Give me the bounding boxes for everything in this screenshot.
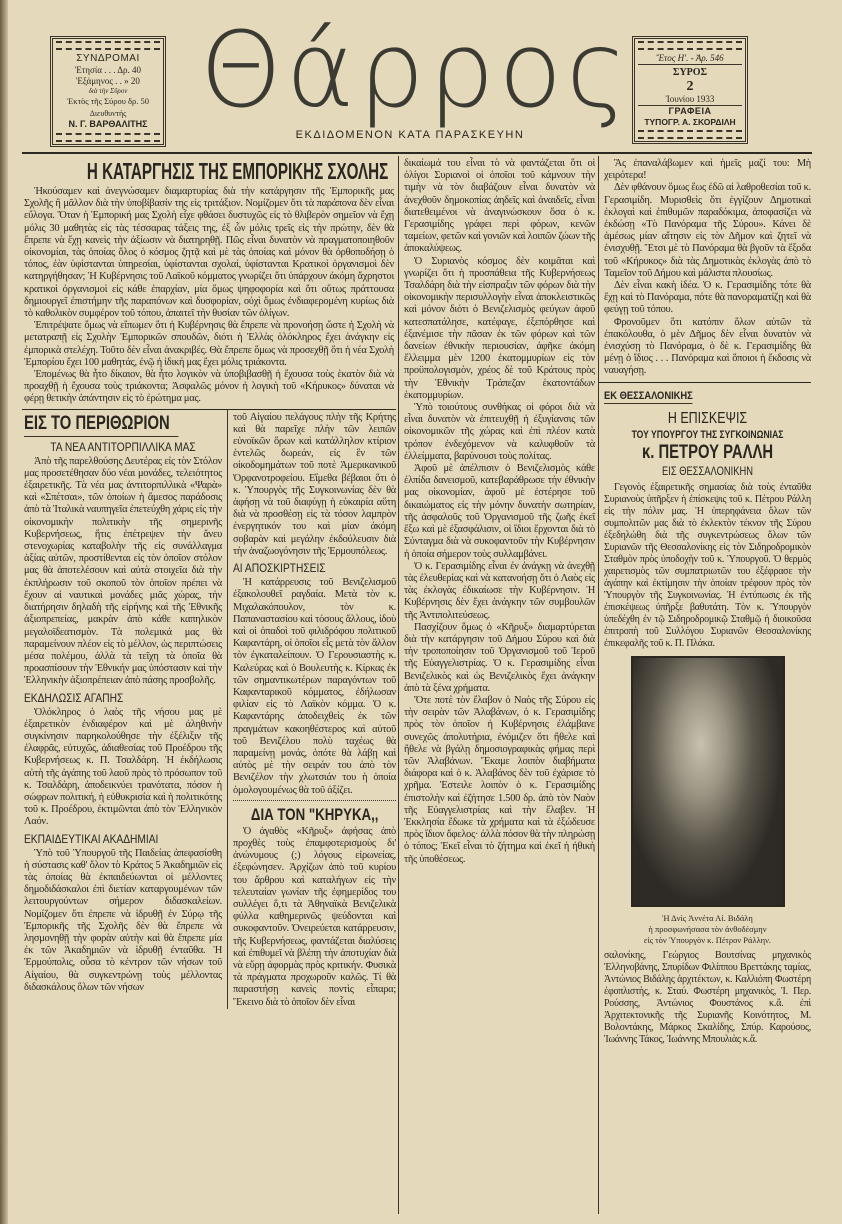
paragraph: Ὑπὸ τοιούτους συνθήκας οἱ φόροι διὰ νὰ εἶναι δυνατὸν νὰ ἐπιτευχθῇ ἡ ἐξυγίανσις τῶν οἰκονομικῶν τῆς χώρας καὶ ἐπὶ πλέον κατὰ τρόπον ἐνδεχόμενον νὰ καλυφθοῦν τὰ ἐλλείμματα, βαρύνουσι τοὺς πολίτας. [404,402,595,462]
caption-line: ἡ προσφωνήσασα τὸν ἀνθοδέσμην [648,923,767,934]
subscription-annual: Ἐτησία . . . Δρ. 40 [74,65,142,75]
visit-after-text: σαλονίκης, Γεώργιος Βουτσίνας μηχανικὸς Ἐλληνοβάνης, Σπυρίδων Φιλίππου Βρεττάκης ταμίας, Ἀντώνιος Βιδάλης ἀρχιτέκτων, κ. Καλλιόπη Φωστέρη ἐφοπλιστὴς, κ. Σταύ. Φωστέρη μηχανικὸς, Ἰ. Περ. Ρούσσης, Ἀντώνιος Φουστάνος κ.ἄ. ἐπὶ Ἀρχιτεκτονικῆς τῆς Συριανῆς Κοινότητος, Μ. Βολοντάκης, Μάρκος Σκαλίδης, Σπύρ. Καρούσος, Ἰωάννης Τάκος, Ἰωάννης Μπουλιὰς κ.ἄ. [604,949,811,1045]
lead-paragraph: Ἠκούσαμεν καὶ ἀνεγνώσαμεν διαμαρτυρίας διὰ τὴν κατάργησιν τῆς Ἐμπορικῆς μας Σχολῆς ἢ μᾶλλον διὰ τὴν ὑποβίβασίν της εἰς τριτάξιον. Νομίζομεν ὅτι τὰ παράπονα δὲν εἶναι εὔλογα. Ὅταν ἡ Ἐμπορική μας Σχολὴ εἶχε φθάσει δυστυχῶς εἰς τὸ θλιβερὸν σημεῖον νὰ ἔχῃ μόλις 30 μαθητὰς εἰς τὰς τέσσαρας τάξεις της, ἐξ ὧν μόλις τρεῖς εἰς τὴν πρώτην, δὲν θὰ ἔπρεπε νὰ ἔχῃ κανεὶς τὴν ἀξίωσιν νὰ διατηρηθῇ. Πῶς εἶναι δυνατὸν νὰ πραγματοποιηθοῦν οἰκονομίαι, τὰς ὁποίας ὅλος ὁ κόσμος ζητᾷ καὶ μὲ τὰς ὁποίας καὶ μόνον θὰ ὀρθοποδήσῃ ὁ τόπος, ἐὰν ὑφίστανται ὑπηρεσίαι, ὑφίστανται σχολαί, ὑφίστανται Κρατικοὶ ὀργανισμοὶ δὲν κατηργήθησαν; Ἡ Κυβέρνησις τοῦ Λαϊκοῦ κόμματος γνωρίζει ὅτι ὑπάρχουν ἀκόμη ἄχρηστοι κρατικοὶ ὀργανισμοὶ εἰς κάθε ἐπαρχίαν, μία ὅμως ψηφοφορία καὶ ὅτι οὕτως πράττουσα δημιουργεῖ ἐπιστήμην τῆς παραπόνων καὶ δυσφορίαν, οὐχὶ ὅμως ἐνδιαφερομένη κυρίως διὰ τὸ καθολικὸν συμφέρον τοῦ τόπου, ἀπαιτεῖ τὴν θυσίαν τῶν ὀλίγων. [24,186,394,320]
column-four [598,156,811,1214]
photo-caption [604,913,811,946]
item-heading: ΕΚΠΑΙΔΕΥΤΙΚΑΙ ΑΚΑΔΗΜΙΑΙ [24,831,159,846]
item-text: Ἀπὸ τῆς παρελθούσης Δευτέρας εἰς τὸν Στόλον μας προσετέθησαν δύο νέαι μονάδες, τελειότητος ἐξαιρετικῆς. Τὰ νέα μας ἀντιτορπιλλικὰ «Ψαρὰ» καὶ «Σπέτσαι», τῶν ὁποίων ἡ ἄμεσος παράδοσις ἀπὸ τὰ Ἰταλικὰ ναυπηγεῖα ἐπετεύχθη χάρις εἰς τὴν οἰκονομικὴν πολιτικὴν τῆς σημερινῆς Κυβερνήσεως, ἥτις ἐπέτρεψεν τὴν ἄνευ στενοχωρίας καταβολὴν τῆς εἰς συνάλλαγμα ἀξίας αὐτῶν, προστίθενται εἰς τὸν ὁποῖον στόλον μας θὰ ἀποτελέσουν καὶ αὐτὰ στοιχεῖα διὰ τὴν ἐκπλήρωσιν τοῦ σκοποῦ τὸν ὁποῖον πρέπει νὰ ἔχουν αἱ ναυτικαὶ μονάδες μιᾶς χώρας, τὴν διατήρησιν δηλαδὴ τῆς εἰρήνης καὶ τῆς Ἐθνικῆς ἀξιοπρεπείας, μακρὰν ἀπὸ κάθε καπηλικὸν μεγαλοϊδεατισμὸν. Τὰ πολεμικά μας θὰ παραμείνουν πλέον εἰς τὸ μέλλον, ὡς περιπτώσεις μέσα πολέμου, ἀλλὰ τὰ τεῖχη τὰ ὁποῖα θὰ προασπίσουν τὴν Ἐθνικήν μας ὑπόστασιν καὶ τὴν Ἑλληνικὴν ἀξιοπρέπειαν ἀπὸ πάσης προσβολῆς. [24,455,222,687]
newspaper-title: Θάρρος [200,9,632,131]
ornament [56,133,160,142]
defections-text: Ἡ κατάρρευσις τοῦ Βενιζελισμοῦ ἐξακολουθεῖ ραγδαία. Μετὰ τὸν κ. Μιχαλακόπουλον, τὸν κ. Παπαναστασίου καὶ τόσους ἄλλους, ἰδοὺ καὶ οἱ ὀπαδοὶ τοῦ φιλιδρόφου πολιτικοῦ Καφαντάρη, οἱ ὁποῖοι εἷς μετὰ τὸν ἄλλον τὸν ἐγκαταλείπουν. Ὁ Γερουσιαστὴς κ. Καλεύρας καὶ ὁ Βουλευτὴς κ. Κίρκας ἐκ τῶν σημαντικωτέρων παραγόντων τοῦ Καφανταρικοῦ κόμματος, ἐδήλωσαν φιλίαν εἰς τὸ Λαϊκὸν κόμμα. Ὁ κ. Καφαντάρης ἀποδειχθεὶς ἐκ τῶν πραγμάτων κακοηθέστερος καὶ αὐτοῦ τοῦ Βενιζέλου πολὺ ταχέως θὰ παραμείνῃ μονάς, ὁπότε θὰ λάβῃ καὶ αὐτὸς μὲ τὴν σειράν του ἀπὸ τὸν Βενιζέλον τὴν χλωτσιάν του ἡ ὁποία ὁμολογουμένως θὰ τοῦ ἀξίζει. [233,577,396,796]
subscription-abroad: Ἐκτὸς τῆς Σύρου δρ. 50 [66,96,150,106]
visit-text: Γεγονὸς ἐξαιρετικῆς σημασίας διὰ τοὺς ἐνταῦθα Συριανοὺς ὑπῆρξεν ἡ ἐπίσκεψις τοῦ κ. Πέτρου Ράλλη εἰς τὴν πόλιν μας. Ἡ ὑπερηφάνεια ὅλων τῶν συμπολιτῶν μας διὰ τὸ ἐκλεκτὸν τέκνον τῆς Σύρου ἐξεδηλώθη διὰ τῆς συγκεντρώσεως ὅλων τῶν Συριανῶν τῆς Θεσσαλονίκης εἰς τὸν Σιδηροδρομικὸν Σταθμὸν πρὸς ὑποδοχὴν τοῦ κ. Ὑπουργοῦ. Ὁ θερμὸς χαιρετισμὸς τῶν συμπατριωτῶν του ἐξέφρασε τὴν ἀγάπην καὶ ἐκτίμησιν τὴν ὁποίαν τρέφουν πρὸς τὸν Ὑπουργὸν τῆς Συγκοινωνίας. Ἡ ἐντύπωσις ἐκ τῆς ἐπισκέψεως ὑπῆρξε βαθυτάτη. Τὸν κ. Ὑπουργὸν ὑπεδέχθη ἐν τῷ Σιδηροδρομικῷ Σταθμῷ ἡ διοικοῦσα ἐπιτροπὴ τοῦ Συλλόγου Συριανῶν Θεσσαλονίκης ἐπικεφαλῆς τοῦ κ. Π. Πλάκα. [604,481,811,649]
kiryka-text: Ὁ ἀγαθὸς «Κῆρυξ» ἀφήσας ἀπὸ προχθὲς τοὺς ἐπαμφοτερισμοὺς δι' ἀνώνυμους (;) λόγους εἰρωνείας, ἐξεφώνησεν. Ἀρχίζων ἀπὸ τοῦ κυρίου του ἄρθρου καὶ καταλήγων εἰς τὴν τελευταίαν γωνίαν τῆς ἐφημερίδος του συλλέγει ὅ,τι τὰ Ἀθηναϊκὰ Βενιζελικὰ φύλλα καθημερινῶς ψεύδονται καὶ συκοφαντοῦν. Ὀνειρεύεται κατάρρευσιν, τῆς Κυβερνήσεως, φαντάζεται διαλύσεις καὶ ἐπιθυμεῖ νὰ βλέπῃ τὴν ἀποτυχίαν διὰ νὰ εὕρῃ ἀφορμὰς πρὸς κριτικήν. Φυσικὰ τὰ πράγματα προχωροῦν καλῶς. Τί θὰ παραστήσῃ κανεὶς ποντὶς εἶπαρα; Ἔκεινο διὰ τὸ ὁποῖον δὲν εἶναι [233,825,396,1008]
column-three [398,156,599,1214]
issue-place: ΣΥΡΟΣ [672,67,708,78]
item-text: Ὑπὸ τοῦ Ὑπουργοῦ τῆς Παιδείας ἀπεφασίσθη ἡ σύστασις καθ' ὅλον τὸ Κράτος 5 Ἀκαδημιῶν εἰς τὰς ὁποίας θὰ ἐκπαιδεύωνται οἱ μέλλοντες δημοδιδάσκαλοι ἐπὶ διετίαν καταργουμένων τῶν λειτουργούντων σήμερον διδασκαλείων. Νομίζομεν ὅτι ἐπρεπε νὰ ἱδρυθῇ ἐν Σύρῳ τῆς Ἐμπορικῆς τῆς Σχολῆς δὲν θὰ ἔπρεπε νὰ λησμονηθῇ τὴν φορὰν αὐτὴν καὶ θὰ ἔπρεπε μία ἐκ τῶν Ἀκαδημιῶν νὰ ἱδρυθῇ ἐνταῦθα. Ἡ Ἑρμούπολις, οὖσα τὸ κέντρον τῶν νήσων τοῦ Αἰγαίου, θὰ συγκεντρώνῃ τοὺς μέλλοντας διδασκάλους ὅλων τῶν νήσων [24,847,222,993]
paragraph: Ὅτε ποτὲ τὸν ἔλαβον ὁ Ναὸς τῆς Σύρου εἰς τὴν σειρὰν τῶν Ἀλαβάνων, ὁ κ. Γερασιμίδης πρὸς τὸν ὁποῖον ἡ Κυβέρνησις ἐλάμβανε συνεχῶς ἀπολυτήρια, ἐνόμιζεν ὅτι ἤθελε καὶ ἤθελε νὰ βγάλῃ δημοσιογραφικὰς φήμας περὶ τῶν Ἀλαβάνων. Ἔκαμε λοιπὸν διαβήματα διάφορα καὶ ὁ κ. Ἀλαβάνος δὲν τοῦ ἐχάρισε τὸ χρῆμα. Ἐστειλε λοιπὸν ὁ κ. Γερασιμίδης ἐπιστολὴν καὶ ἐζήτησε 1.500 δρ. ἀπὸ τὸν Ναὸν τῆς Εὐαγγελιστρίας καὶ τὴν ἔλαβεν. Ἡ Ἐκκλησία ἔδωκε τὰ χρήματα καὶ τὰ ἐξώδευσε πρὸς ἴδιον ὄφελος· ἀλλὰ πόσον θὰ τὴν πληρώσῃ ὁ τόπος; Ἐκεῖ εἶναι τὸ ζήτημα καὶ ἐκεῖ ἡ ἠθικὴ τῆς ὑποθέσεως. [404,694,595,865]
newspaper-subtitle: ΕΚΔΙΔΟΜΕΝΟΝ ΚΑΤΑ ΠΑΡΑΣΚΕΥΗΝ [295,129,525,141]
subscription-semiannual: Ἑξάμηνος . . » 20 [76,76,140,86]
item-heading: ΕΚΔΗΛΩΣΙΣ ΑΓΑΠΗΣ [24,690,124,705]
visit-headline: Η ΕΠΙΣΚΕΨΙΣ [667,409,748,427]
paragraph: Ἀφοῦ μὲ ἀπέλπισιν ὁ Βενιζελισμὸς κάθε ἐλπίδα δανεισμοῦ, κατεβαράθρωσε τὴν ἐθνικὴν μας οἰκονομίαν, ἀφοῦ μὲ ἐστέρησε τοῦ δικαιώματος εἰς τὴν μόνην δυνατὴν σωτηρίαν, τῆς ἀσφαλοῦς τοῦ Ὀργανισμοῦ τῆς ζωῆς ἐκεῖ ἔξω καὶ μὲ ἐξασφάλισιν, οἱ ἴδιοι ἔρχονται διὰ τὸ Σύνταγμα διὰ νὰ συκοφαντοῦν τὴν Κυβέρνησιν ἡ ὁποία σήμερον τοὺς συλλαμβάνει. [404,463,595,560]
section-heading: ΕΚ ΘΕΣΣΑΛΟΝΙΚΗΣ [604,389,693,402]
caption-line: εἰς τὸν Ὑπουργὸν κ. Πέτρον Ράλλην. [643,934,772,945]
divider [233,800,396,801]
paragraph: Ἂς ἐπαναλάβωμεν καὶ ἡμεῖς μαζί του: Μὴ χειρότερα! [604,158,811,182]
visit-place: ΕΙΣ ΘΕΣΣΑΛΟΝΙΚΗΝ [661,463,754,478]
issue-day: 2 [686,79,694,94]
visit-subheadline: ΤΟΥ ΥΠΟΥΡΓΟΥ ΤΗΣ ΣΥΓΚΟΙΝΩΝΙΑΣ [631,428,784,441]
defections-heading: ΑΙ ΑΠΟΣΚΙΡΤΗΣΕΙΣ [233,561,326,576]
paragraph: δικαίωμά του εἶναι τὸ νὰ φαντάζεται ὅτι οἱ ὀλίγοι Συριανοὶ οἱ ὁποῖοι τοῦ κάμνουν τὴν τιμὴν νὰ τὸν διαβάζουν εἶναι δυνατὸν νὰ ἀνεχθοῦν δημοκοπίας ἀηδεῖς καὶ ἀναιδεῖς, εἶναι διατεθειμένοι νὰ ἀναγινώσκουν ὅσα ὁ κ. Γερασιμίδης γράφει περὶ φόρων, κενῶν ταμείων, φετῶν καὶ γονιῶν καὶ λοιπῶν ζώων τῆς ἀποκαλύψεως. [404,158,595,255]
portrait-photo [631,656,785,907]
visit-continuation [604,950,811,1046]
subscription-note: διὰ τὴν Σῦρον [88,87,128,95]
issue-number: Ἔτος Η'. - Ἀρ. 546 [638,53,742,65]
paragraph: Ὁ κ. Γερασιμίδης εἶναι ἐν ἀνάγκῃ νὰ ἀνεχθῇ τὰς ἐλευθερίας καὶ νὰ κατανοήσῃ ὅτι ὁ Λαὸς εἰς τὰς ἐκλογὰς ἐδικαίωσε τὴν Κυβέρνησιν. Ἡ Κυβέρνησις δὲν ἔχει ἀνάγκην τῶν συμβουλῶν τῆς Ἀντιπολιτεύσεως. [404,560,595,621]
periphery-section-heading: ΕΙΣ ΤΟ ΠΕΡΙΘΩΡΙΟΝ [24,412,178,437]
lead-article [22,156,396,409]
lead-paragraph: Ἐπομένως θὰ ἦτο δίκαιον, θὰ ἦτο λογικὸν νὰ ὑποβιβασθῇ ἡ ἔχουσα τοὺς ἑκατὸν διὰ νὰ προαχθῇ ἡ ἔχουσα τοὺς τριάκοντα; Ἀσφαλῶς μόνον ἡ λογικὴ τοῦ «Κήρυκος» δύναται νὰ φέρῃ θετικὴν ἀπάντησιν εἰς τὸ ἐρώτημα μας. [24,369,394,405]
issue-box [632,36,748,144]
column-four-top [604,158,811,378]
director-label: Διευθυντής [89,109,127,118]
offices-name: ΤΥΠΟΓΡ. Α. ΣΚΟΡΔΙΛΗ [644,117,736,127]
ornament [56,41,160,50]
left-block [22,156,396,1009]
item-text: Ὁλόκληρος ὁ λαὸς τῆς νήσου μας μὲ ἐξαιρετικὸν ἐνδιαφέρον καὶ μὲ ἀληθινὴν συγκίνησιν παρηκολούθησε τὴν ἐξέλιξιν τῆς ἐλαφρᾶς, εὐτυχῶς, ἀδιαθεσίας τοῦ Προέδρου τῆς Κυβερνήσεως κ. Π. Τσαλδάρη. Ἡ ἐκδήλωσις αὐτὴ τῆς ἀγάπης τοῦ λαοῦ πρὸς τὸ πρόσωπον τοῦ κ. Τσαλδάρη, ἀποδεικνύει τρανότατα, πόσον ἡ σώφρων πολιτική, ἡ εὐθυκρισία καὶ ἡ πολιτικότης τοῦ κ. Προέδρου, ἐκτιμῶνται ἀπὸ τὸν Ἑλληνικὸν Λαόν. [24,706,222,828]
lower-columns [22,410,396,1009]
periphery-column [22,410,227,994]
continuation-text: τοῦ Αἰγαίου πελάγους πλὴν τῆς Κρήτης καὶ θὰ παρεῖχε πλὴν τῶν λειπῶν εὐνοϊκῶν ὅρων καὶ κατάλληλον κτίριον ἐντελῶς δωρεάν, εἰς ἓν τῶν οἰκοδομημάτων τοῦ ποτὲ Ἀμερικανικοῦ Ὀρφανοτροφείου. Εἴμεθα βέβαιοι ὅτι ὁ κ. Ὑπουργὸς τῆς Συγκοινωνίας δὲν θὰ ἀφήσῃ νὰ τοῦ διαφύγῃ ἡ εὐκαιρία αὕτη διὰ νὰ προσθέσῃ εἰς τὰ τόσον λαμπρὸν ἐνεργητικόν του καὶ μίαν ἀκόμη σοβαρὰν καὶ μεγάλην ἐκδούλευσιν διὰ τὴν ἀναζωογόνησιν τῆς Ἑρμουπόλεως. [233,411,396,557]
paragraph: Πασχίζουν ὅμως ὁ «Κῆρυξ» διαμαρτύρεται διὰ τὴν κατάργησιν τοῦ Δήμου Σύρου καὶ διὰ τὴν τροποποίησιν τοῦ Ὀργανισμοῦ τοῦ Ἱεροῦ τῆς Εὐαγγελιστρίας. Ὁ κ. Γερασιμίδης εἶναι Βενιζελικὸς καὶ ὡς Βενιζελικὸς ἔχει ἀνάγκην ἀπὸ τὰ ξένα χρήματα. [404,621,595,694]
paragraph: Δὲν φθάνουν ὅμως ἕως ἐδῶ αἱ λαθροθεσίαι τοῦ κ. Γερασιμίδη. Μυρισθεὶς ὅτι ἐγγίζουν Δημοτικαὶ ἐκλογαὶ καὶ ἐπιθυμῶν παραδόκιμα, ἀποφασίζει νὰ ἐκδώσῃ «Τὸ Πανόραμα τῆς Σύρου». Κάνει δὲ ἀμέσως μίαν αἴτησιν εἰς τὸν Δῆμον καὶ ζητεῖ νὰ ἐνισχυθῇ. Ἔτσι μὲ τὸ Πανόραμα θὰ βγοῦν τὰ ἔξοδα τοῦ «Κήρυκος» διὰ τὰς Δημοτικὰς ἐκλογὰς ἀπὸ τὸ Ταμεῖον τοῦ Δήμου καὶ μάλιστα πλουσίως. [604,182,811,279]
page-edge [0,0,8,1224]
ornament [638,130,742,139]
lead-headline: Η ΚΑΤΑΡΓΗΣΙΣ ΤΗΣ ΕΜΠΟΡΙΚΗΣ ΣΧΟΛΗΣ [86,158,389,184]
visit-name: κ. ΠΕΤΡΟΥ ΡΑΛΛΗ [641,441,774,463]
director-name: Ν. Γ. ΒΑΡΘΑΛΙΤΗΣ [68,119,148,129]
paragraph: Δὲν εἶναι κακὴ ἰδέα. Ὁ κ. Γερασιμίδης τότε θὰ ἔχῃ καὶ τὸ Πανόραμα, πότε θὰ πανοραματίζῃ καὶ θὰ φεύγῃ τοῦ τόπου. [604,280,811,316]
item-heading: ΤΑ ΝΕΑ ΑΝΤΙΤΟΡΠΙΛΛΙΚΑ ΜΑΣ [50,439,196,454]
thessaloniki-article [604,386,811,650]
kiryka-headline: ΔΙΑ ΤΟΝ "ΚΗΡΥΚΑ,, [250,804,379,824]
paragraph: Φρονοῦμεν ὅτι κατόπιν ὅλων αὐτῶν τὰ ἐπακόλουθα, ὁ μὲν Δῆμος δὲν εἶναι δυνατὸν νὰ ἐνισχύσῃ τὸ Πανόραμα, ὁ δὲ κ. Γερασιμίδης θὰ μένῃ ὁ ἴδιος . . . Πανόραμα καὶ ὅποιοι ἡ ἔκδοσις νὰ ναυαγήσῃ. [604,316,811,377]
subscriptions-heading: ΣΥΝΔΡΟΜΑΙ [76,53,140,64]
column-two [227,410,396,1009]
section-rule [599,382,811,383]
subscriptions-box [50,36,166,147]
caption-line: Ἡ Δνὶς Ἀννέτα Αἰ. Βιδάλη [662,912,753,923]
paragraph: Ὁ Συριανὸς κόσμος δὲν κοιμᾶται καὶ γνωρίζει ὅτι ἡ προσπάθεια τῆς Κυβερνήσεως Τσαλδάρη διὰ τὴν εἰσπραξιν τῶν φόρων διὰ τὴν οἰκονομικὴν περισυλλογὴν εἶναι ἀποκλειστικῶς καὶ μόνον διότι ὁ Βενιζελισμὸς φεύγων ἀφοῦ κατεσπατάλησε, κατέφαγε, ἐξεπόρθησε καὶ ἐξανέμισε τὴν πᾶσαν ἐκ τῶν φόρων καὶ τῶν δανείων ἐθνικὴν περιουσίαν, ἀφῆκε ἀκόμη ἔλλειμμα μὲν 1200 ἑκατομμυρίων εἰς τὸν προϋπολογισμὸν, χρέος δὲ τοῦ Κράτους πρὸς τὴν Ἐθνικὴν Τράπεζαν ἑκατοντάδων ἑκατομμυρίων. [404,255,595,401]
lead-paragraph: Ἐπιτρέψατε ὅμως νὰ εἴπωμεν ὅτι ἡ Κυβέρνησις θὰ ἔπρεπε νὰ προνοήσῃ ὥστε ἡ Σχολὴ νὰ μετατραπῇ εἰς Σχολὴν Ἐμπορικῶν σπουδῶν, διότι ἡ Ἑλλὰς ὁλόκληρος ἔχει ἀνάγκην εἰς ἐμπορικὰ στελέχη. Τοῦτο δὲν εἶναι ἀνακριβές. Θὰ ἔπρεπε ὅμως νὰ προσεχθῇ ὅτι ἡ νέα Σχολὴ Ἐμπορίου ἔχει 100 μαθητάς, ἐνῷ ἡ ἰδική μας ἔχει μόλις τριάκοντα. [24,320,394,368]
offices-label: ΓΡΑΦΕΙΑ [668,106,712,116]
ornament [638,41,742,50]
masthead-rule [22,152,812,154]
issue-date: Ἰουνίου 1933 [638,94,742,106]
